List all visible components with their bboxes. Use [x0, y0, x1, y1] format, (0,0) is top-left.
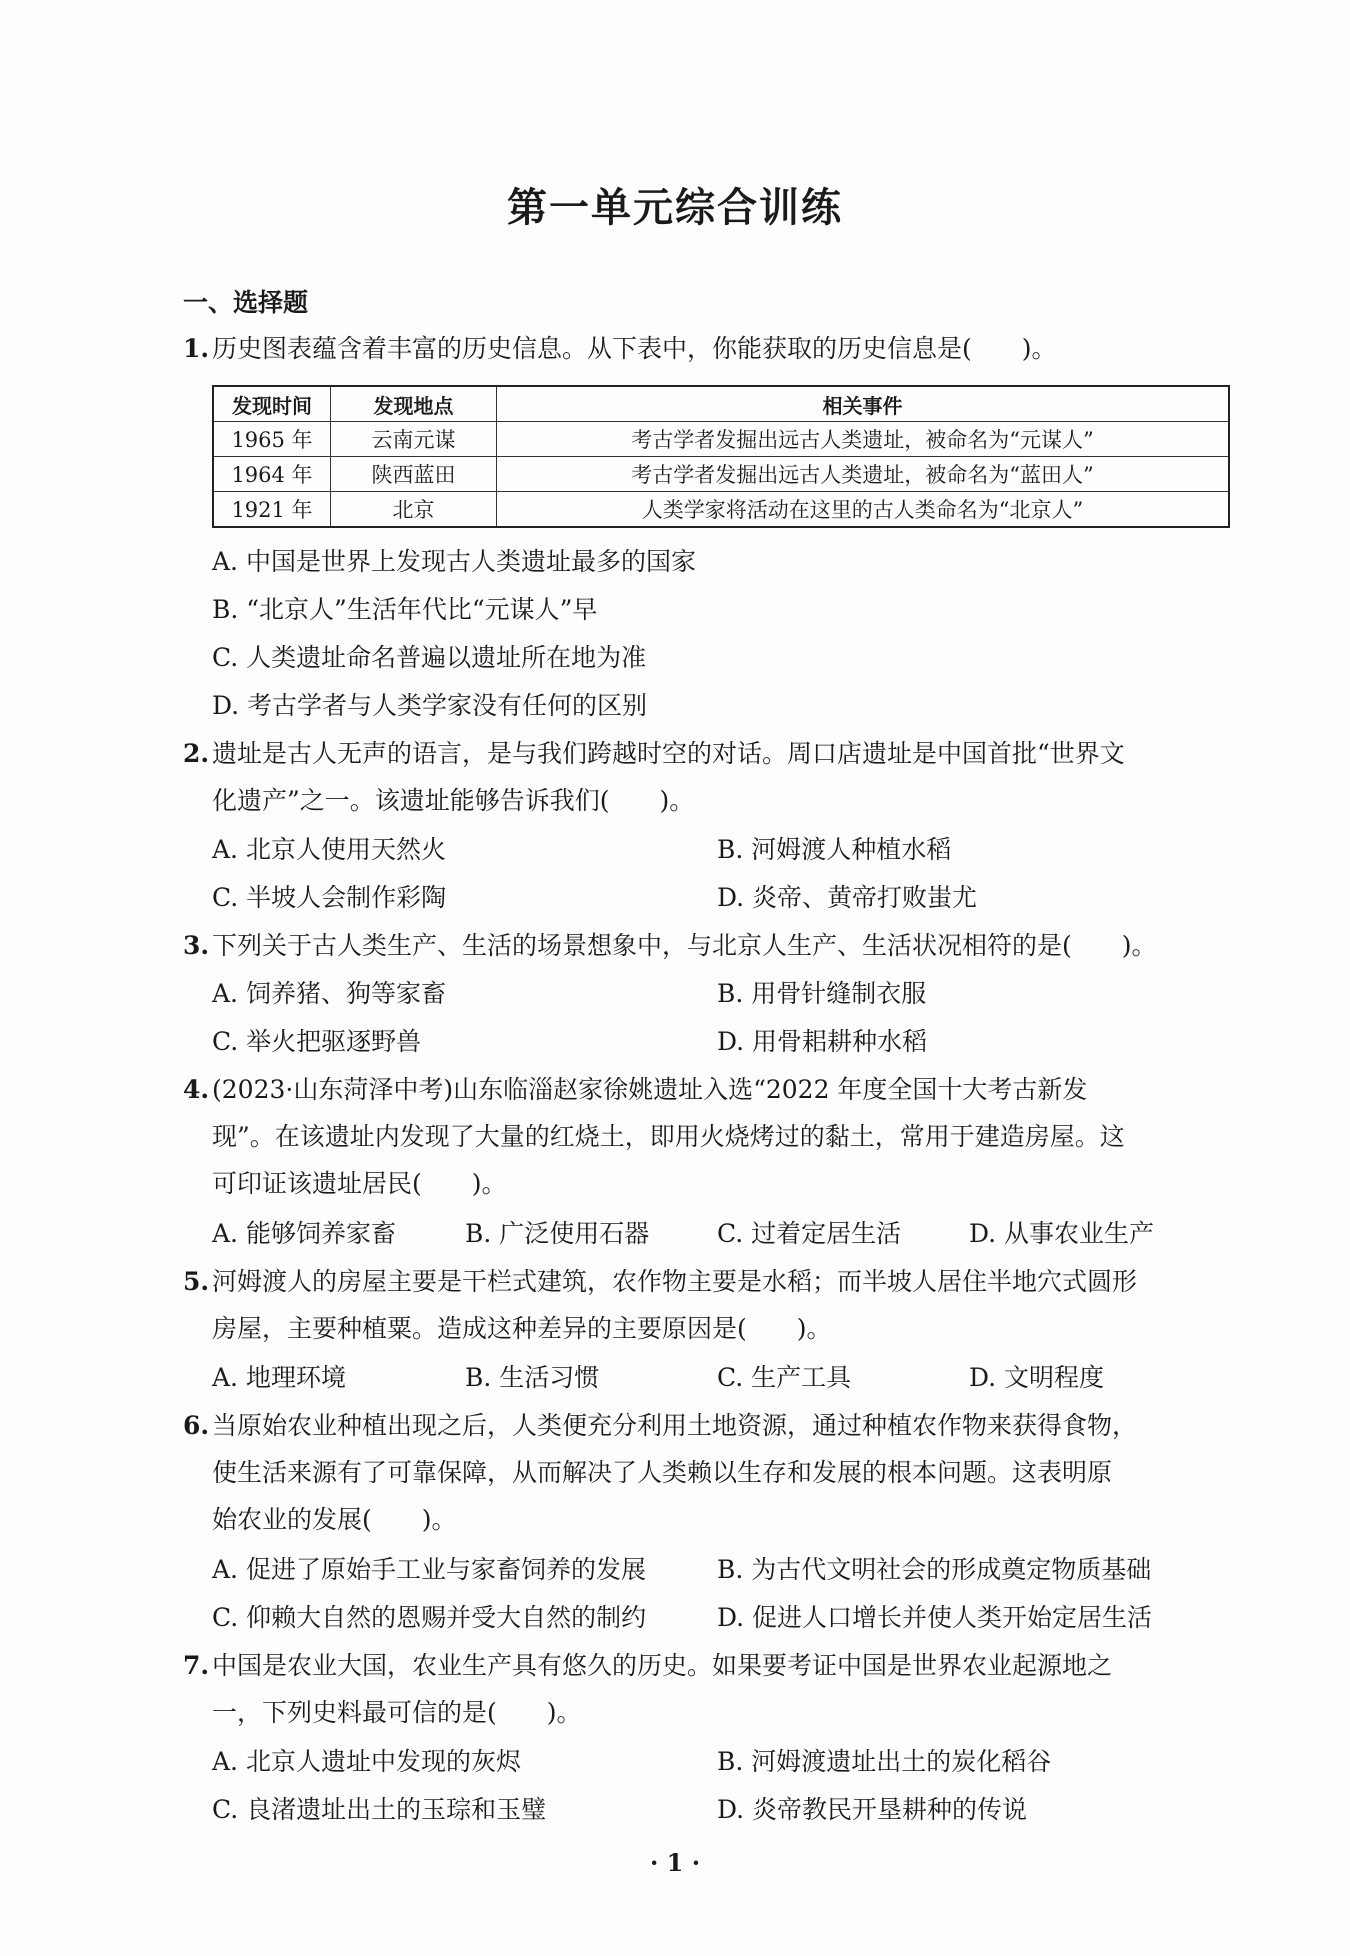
question-stem: 历史图表蕴含着丰富的历史信息。从下表中，你能获取的历史信息是( )。: [212, 334, 1057, 363]
option-b[interactable]: B. 河姆渡人种植水稻: [717, 835, 952, 864]
question-number: 5.: [183, 1267, 210, 1296]
table-cell: 人类学家将活动在这里的古人类命名为“北京人”: [497, 492, 1230, 528]
option-a[interactable]: A. 中国是世界上发现古人类遗址最多的国家: [212, 547, 696, 576]
option-b[interactable]: B. 为古代文明社会的形成奠定物质基础: [717, 1555, 1152, 1584]
table-row: [213, 492, 1229, 528]
question-number: 3.: [183, 931, 210, 960]
table-header: 发现时间: [213, 386, 331, 422]
table-cell: 考古学者发掘出远古人类遗址，被命名为“蓝田人”: [497, 457, 1230, 492]
option-d[interactable]: D. 从事农业生产: [969, 1219, 1155, 1248]
option-d[interactable]: D. 考古学者与人类学家没有任何的区别: [212, 691, 648, 720]
table-header: 相关事件: [497, 386, 1230, 422]
question-5-options: [212, 1354, 1232, 1402]
question-2-options: [212, 826, 1232, 922]
page-number: · 1 ·: [649, 1848, 701, 1877]
question-stem-line: 可印证该遗址居民( )。: [212, 1169, 507, 1198]
question-number: 6.: [183, 1411, 210, 1440]
option-b[interactable]: B. “北京人”生活年代比“元谋人”早: [212, 595, 598, 624]
question-stem-line: 当原始农业种植出现之后，人类便充分利用土地资源，通过种植农作物来获得食物，: [212, 1411, 1138, 1440]
question-stem: 下列关于古人类生产、生活的场景想象中，与北京人生产、生活状况相符的是( )。: [212, 931, 1157, 960]
option-d[interactable]: D. 用骨耜耕种水稻: [717, 1027, 928, 1056]
question-stem-line: 河姆渡人的房屋主要是干栏式建筑，农作物主要是水稻；而半坡人居住半地穴式圆形: [212, 1267, 1138, 1296]
question-number: 7.: [183, 1651, 210, 1680]
history-info-table: [212, 385, 1230, 528]
question-stem-line: 使生活来源有了可靠保障，从而解决了人类赖以生存和发展的根本问题。这表明原: [212, 1458, 1113, 1487]
question-stem-line: 遗址是古人无声的语言，是与我们跨越时空的对话。周口店遗址是中国首批“世界文: [212, 739, 1125, 768]
table-header: 发现地点: [331, 386, 497, 422]
table-header-row: [213, 386, 1229, 422]
option-a[interactable]: A. 促进了原始手工业与家畜饲养的发展: [212, 1555, 646, 1584]
question-3-options: [212, 970, 1232, 1066]
question-number: 1.: [183, 334, 210, 363]
question-stem-line: 房屋，主要种植粟。造成这种差异的主要原因是( )。: [212, 1314, 832, 1343]
option-a[interactable]: A. 能够饲养家畜: [212, 1219, 396, 1248]
option-a[interactable]: A. 地理环境: [212, 1363, 346, 1392]
option-a[interactable]: A. 北京人遗址中发现的灰烬: [212, 1747, 521, 1776]
option-a[interactable]: A. 饲养猪、狗等家畜: [212, 979, 446, 1008]
question-stem-line: 中国是农业大国，农业生产具有悠久的历史。如果要考证中国是世界农业起源地之: [212, 1651, 1113, 1680]
option-c[interactable]: C. 生产工具: [717, 1363, 852, 1392]
question-7-options: [212, 1738, 1232, 1834]
option-c[interactable]: C. 仰赖大自然的恩赐并受大自然的制约: [212, 1603, 647, 1632]
option-c[interactable]: C. 良渚遗址出土的玉琮和玉璧: [212, 1795, 547, 1824]
question-6: [183, 1402, 1228, 1543]
table-row: [213, 457, 1229, 492]
question-stem-line: (2023·山东菏泽中考)山东临淄赵家徐姚遗址入选“2022 年度全国十大考古新发: [212, 1075, 1088, 1104]
table-row: [213, 422, 1229, 457]
option-b[interactable]: B. 用骨针缝制衣服: [717, 979, 927, 1008]
table-cell: 1965 年: [213, 422, 331, 457]
question-3: [183, 922, 1228, 969]
option-d[interactable]: D. 炎帝教民开垦耕种的传说: [717, 1795, 1028, 1824]
question-4-options: [212, 1210, 1232, 1258]
option-c[interactable]: C. 过着定居生活: [717, 1219, 902, 1248]
question-5: [183, 1258, 1228, 1352]
table-cell: 1964 年: [213, 457, 331, 492]
table-cell: 考古学者发掘出远古人类遗址，被命名为“元谋人”: [497, 422, 1230, 457]
option-d[interactable]: D. 文明程度: [969, 1363, 1105, 1392]
page-title: 第一单元综合训练: [507, 184, 843, 231]
question-number: 4.: [183, 1075, 210, 1104]
question-stem-line: 始农业的发展( )。: [212, 1505, 457, 1534]
table-cell: 北京: [331, 492, 497, 528]
question-4: [183, 1066, 1228, 1207]
question-6-options: [212, 1546, 1232, 1642]
option-b[interactable]: B. 广泛使用石器: [465, 1219, 650, 1248]
option-c[interactable]: C. 人类遗址命名普遍以遗址所在地为准: [212, 643, 647, 672]
option-c[interactable]: C. 举火把驱逐野兽: [212, 1027, 422, 1056]
table-cell: 1921 年: [213, 492, 331, 528]
option-a[interactable]: A. 北京人使用天然火: [212, 835, 446, 864]
option-d[interactable]: D. 促进人口增长并使人类开始定居生活: [717, 1603, 1153, 1632]
table-cell: 云南元谋: [331, 422, 497, 457]
question-stem-line: 一，下列史料最可信的是( )。: [212, 1698, 582, 1727]
question-number: 2.: [183, 739, 210, 768]
question-1-options: [212, 538, 1232, 730]
question-7: [183, 1642, 1228, 1736]
option-c[interactable]: C. 半坡人会制作彩陶: [212, 883, 447, 912]
question-stem-line: 现”。在该遗址内发现了大量的红烧土，即用火烧烤过的黏土，常用于建造房屋。这: [212, 1122, 1125, 1151]
section-heading: 一、选择题: [183, 288, 309, 317]
question-2: [183, 730, 1228, 824]
option-b[interactable]: B. 河姆渡遗址出土的炭化稻谷: [717, 1747, 1052, 1776]
question-1: [183, 325, 1228, 372]
question-stem-line: 化遗产”之一。该遗址能够告诉我们( )。: [212, 786, 695, 815]
option-d[interactable]: D. 炎帝、黄帝打败蚩尤: [717, 883, 978, 912]
table-cell: 陕西蓝田: [331, 457, 497, 492]
option-b[interactable]: B. 生活习惯: [465, 1363, 600, 1392]
